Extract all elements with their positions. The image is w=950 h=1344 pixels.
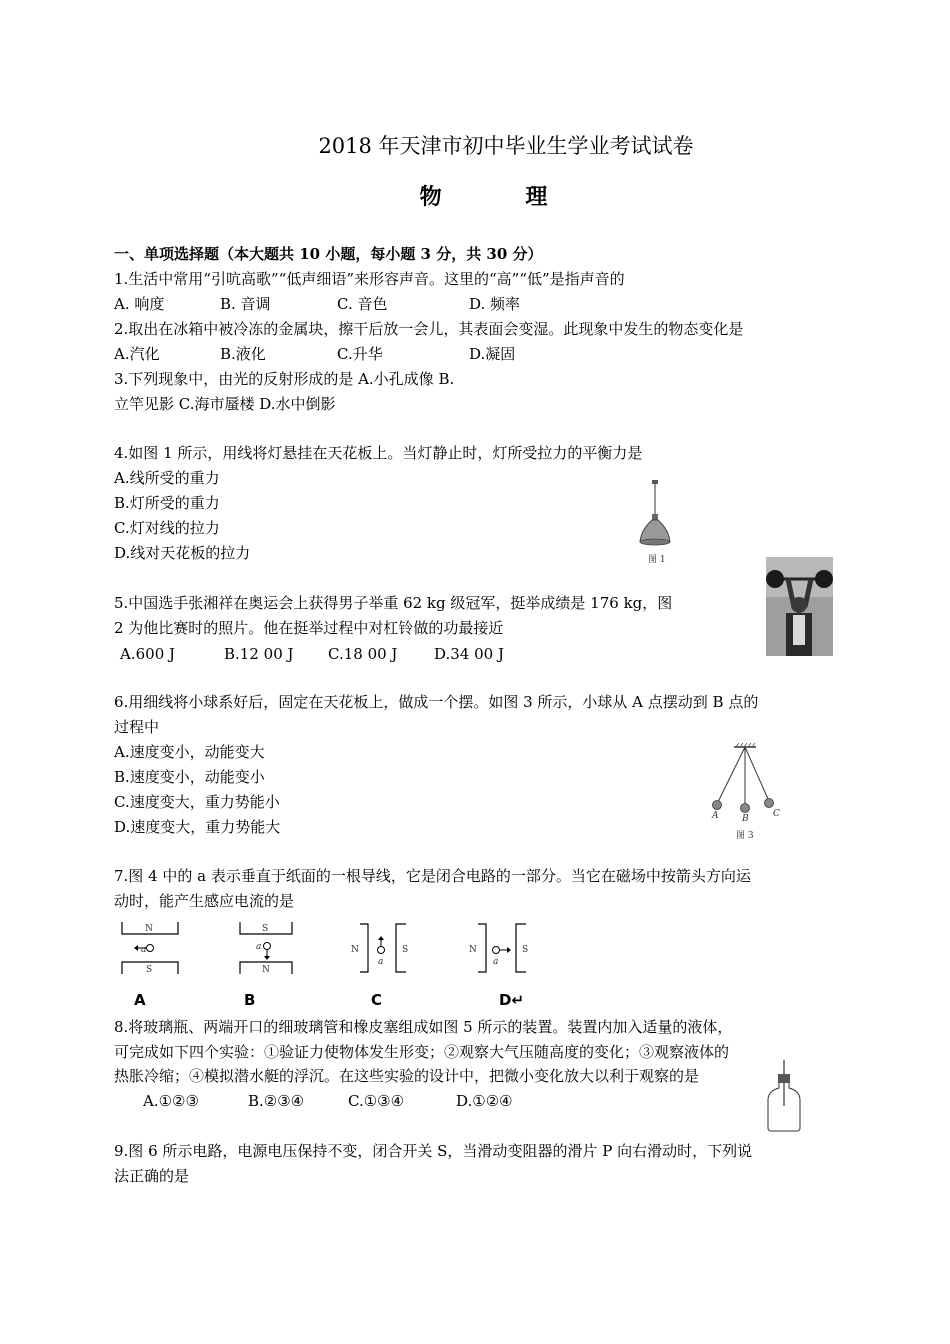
q2-option-b: B.液化 bbox=[220, 345, 266, 363]
q8-option-c: C.①③④ bbox=[348, 1092, 405, 1110]
q1-option-d: D. 频率 bbox=[469, 295, 521, 313]
figure-3-pendulum bbox=[705, 742, 785, 842]
q4-option-c: C.灯对线的拉力 bbox=[114, 519, 220, 537]
q4-option-b: B.灯所受的重力 bbox=[114, 494, 220, 512]
q8-line3: 热胀冷缩；④模拟潜水艇的浮沉。在这些实验的设计中，把微小变化放大以利于观察的是 bbox=[114, 1067, 700, 1085]
panel-d bbox=[469, 924, 528, 1009]
q8-option-b: B.②③④ bbox=[248, 1092, 305, 1110]
panel-label-a: A bbox=[134, 991, 146, 1009]
q1-stem: 1.生活中常用“引吭高歌”“低声细语”来形容声音。这里的“高”“低”是指声音的 bbox=[114, 270, 625, 288]
q5-option-a: A.600 J bbox=[120, 645, 176, 663]
q6-option-b: B.速度变小，动能变小 bbox=[114, 768, 265, 786]
q6-option-a: A.速度变小，动能变大 bbox=[114, 743, 265, 761]
wire-label: a bbox=[493, 957, 499, 967]
q4-stem: 4.如图 1 所示，用线将灯悬挂在天花板上。当灯静止时，灯所受拉力的平衡力是 bbox=[114, 444, 643, 462]
q5-option-b: B.12 00 J bbox=[224, 645, 294, 663]
pole-n: N bbox=[351, 945, 359, 955]
q7-line1: 7.图 4 中的 a 表示垂直于纸面的一根导线，它是闭合电路的一部分。当它在磁场中按箭头方向运 bbox=[114, 867, 751, 885]
section-header: 一、单项选择题（本大题共 10 小题，每小题 3 分，共 30 分） bbox=[114, 245, 543, 263]
pole-n: N bbox=[262, 965, 270, 975]
q5-option-d: D.34 00 J bbox=[434, 645, 504, 663]
q2-stem: 2.取出在冰箱中被冷冻的金属块，擦干后放一会儿，其表面会变湿。此现象中发生的物态变化是 bbox=[114, 320, 744, 338]
figure-5-glass-bottle bbox=[762, 1060, 806, 1134]
panel-a bbox=[122, 922, 178, 1009]
q8-option-d: D.①②④ bbox=[456, 1092, 513, 1110]
exam-subject: 物 理 bbox=[419, 184, 586, 210]
panel-b bbox=[240, 922, 292, 1009]
q9-line1: 9.图 6 所示电路，电源电压保持不变，闭合开关 S，当滑动变阻器的滑片 P 向右滑动时，下列说 bbox=[114, 1142, 753, 1160]
figure-3-caption: 图 3 bbox=[736, 831, 754, 841]
q6-option-c: C.速度变大，重力势能小 bbox=[114, 793, 280, 811]
q4-option-d: D.线对天花板的拉力 bbox=[114, 544, 251, 562]
q7-line2: 动时，能产生感应电流的是 bbox=[114, 892, 295, 910]
q3-line1: 3.下列现象中，由光的反射形成的是 A.小孔成像 B. bbox=[114, 370, 455, 388]
q2-option-c: C.升华 bbox=[337, 345, 383, 363]
figure-4-magnet-diagrams bbox=[110, 918, 550, 1010]
pole-s: S bbox=[146, 965, 153, 975]
q6-option-d: D.速度变大，重力势能大 bbox=[114, 818, 281, 836]
pole-s: S bbox=[402, 945, 409, 955]
q1-option-b: B. 音调 bbox=[220, 295, 271, 313]
q5-option-c: C.18 00 J bbox=[328, 645, 398, 663]
panel-label-c: C bbox=[371, 991, 383, 1009]
q1-option-a: A. 响度 bbox=[114, 295, 165, 313]
q5-line2: 2 为他比赛时的照片。他在挺举过程中对杠铃做的功最接近 bbox=[114, 619, 504, 637]
q1-option-c: C. 音色 bbox=[337, 295, 388, 313]
panel-label-b: B bbox=[244, 991, 256, 1009]
panel-label-d: D↵ bbox=[499, 991, 525, 1009]
pendulum-label-b: B bbox=[742, 814, 749, 824]
q4-option-a: A.线所受的重力 bbox=[114, 469, 220, 487]
panel-c bbox=[351, 924, 408, 1009]
wire-label: a bbox=[256, 942, 262, 952]
pole-n: N bbox=[469, 945, 477, 955]
q5-line1: 5.中国选手张湘祥在奥运会上获得男子举重 62 kg 级冠军，挺举成绩是 176 kg，图 bbox=[114, 594, 673, 612]
wire-label: a bbox=[378, 957, 384, 967]
wire-label: a bbox=[141, 945, 147, 955]
pole-s: S bbox=[522, 945, 529, 955]
figure-2-weightlifter-photo bbox=[766, 557, 833, 656]
q2-option-a: A.汽化 bbox=[114, 345, 160, 363]
pole-s: S bbox=[262, 924, 269, 934]
q6-line2: 过程中 bbox=[114, 718, 160, 736]
exam-title: 2018 年天津市初中毕业生学业考试试卷 bbox=[318, 134, 694, 158]
q8-line1: 8.将玻璃瓶、两端开口的细玻璃管和橡皮塞组成如图 5 所示的装置。装置内加入适量的液体， bbox=[114, 1018, 733, 1036]
q3-line2: 立竿见影 C.海市蜃楼 D.水中倒影 bbox=[114, 395, 336, 413]
figure-1-caption: 图 1 bbox=[648, 555, 666, 565]
q6-line1: 6.用细线将小球系好后，固定在天花板上，做成一个摆。如图 3 所示，小球从 A 点摆动到 B 点的 bbox=[114, 693, 759, 711]
q8-option-a: A.①②③ bbox=[143, 1092, 199, 1110]
pole-n: N bbox=[145, 924, 153, 934]
pendulum-label-c: C bbox=[773, 809, 780, 819]
pendulum-label-a: A bbox=[712, 811, 719, 821]
figure-1-lamp bbox=[630, 480, 680, 570]
q9-line2: 法正确的是 bbox=[114, 1167, 190, 1185]
q8-line2: 可完成如下四个实验：①验证力使物体发生形变；②观察大气压随高度的变化；③观察液体的 bbox=[114, 1043, 730, 1061]
q2-option-d: D.凝固 bbox=[469, 345, 516, 363]
